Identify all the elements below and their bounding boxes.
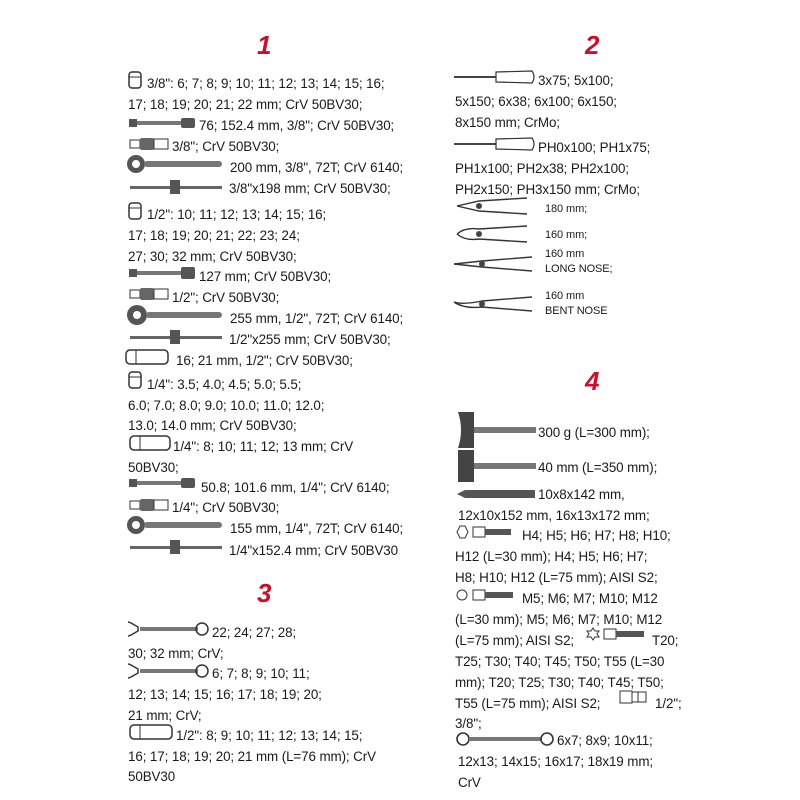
text-line: 17; 18; 19; 20; 21; 22; 23; 24;: [128, 228, 300, 243]
text-line: 50BV30;: [128, 460, 179, 475]
ratchet-icon: [126, 515, 226, 535]
text-line: 1/2"x255 mm; CrV 50BV30;: [229, 332, 391, 347]
text-line: 22; 24; 27; 28;: [212, 625, 297, 640]
text-line: 12x10x152 mm, 16x13x172 mm;: [458, 508, 650, 523]
text-line: 1/4": 3.5; 4.0; 4.5; 5.0; 5.5;: [147, 377, 302, 392]
text-line: LONG NOSE;: [545, 263, 613, 275]
text-line: PH2x150; PH3x150 mm; CrMo;: [455, 182, 640, 197]
hammer-icon: [454, 408, 538, 452]
text-line: 13.0; 14.0 mm; CrV 50BV30;: [128, 418, 297, 433]
text-line: BENT NOSE: [545, 305, 608, 317]
text-line: 16; 21 mm, 1/2"; CrV 50BV30;: [176, 353, 353, 368]
text-line: 6.0; 7.0; 8.0; 9.0; 10.0; 11.0; 12.0;: [128, 398, 325, 413]
extension-bar-icon: [128, 476, 198, 490]
text-line: PH1x100; PH2x38; PH2x100;: [455, 161, 629, 176]
section-number-1: 1: [257, 30, 272, 60]
t-bar-icon: [128, 538, 226, 556]
text-line: 3x75; 5x100;: [538, 73, 614, 88]
ring-wrench-icon: [455, 731, 555, 747]
text-line: mm); T20; T25; T30; T40; T45; T50;: [455, 675, 664, 690]
text-line: (L=75 mm); AISI S2;: [455, 633, 575, 648]
text-line: 3/8"; CrV 50BV30;: [172, 139, 280, 154]
text-line: 300 g (L=300 mm);: [538, 425, 650, 440]
text-line: 200 mm, 3/8", 72T; CrV 6140;: [230, 160, 404, 175]
text-line: 1/4"; CrV 50BV30;: [172, 500, 280, 515]
text-line: T20;: [652, 633, 679, 648]
text-line: 40 mm (L=350 mm);: [538, 460, 658, 475]
text-line: 12x13; 14x15; 16x17; 18x19 mm;: [458, 754, 654, 769]
text-line: 1/4"x152.4 mm; CrV 50BV30: [229, 543, 398, 558]
text-line: 17; 18; 19; 20; 21; 22 mm; CrV 50BV30;: [128, 97, 363, 112]
spark-plug-socket-icon: [124, 348, 172, 366]
ratchet-icon: [126, 304, 226, 326]
hex-bit-icon: [455, 524, 515, 540]
deep-socket-icon: [128, 434, 172, 452]
text-line: 160 mm: [545, 290, 585, 302]
bent-nose-pliers-icon: [452, 293, 536, 315]
section-number-2: 2: [585, 30, 600, 60]
t-bar-icon: [128, 178, 226, 196]
text-line: 3/8": 6; 7; 8; 9; 10; 11; 12; 13; 14; 15; 16;: [147, 76, 385, 91]
text-line: 8x150 mm; CrMo;: [455, 115, 560, 130]
text-line: CrV: [458, 775, 481, 790]
combination-wrench-icon: [128, 620, 210, 638]
universal-joint-icon: [128, 286, 172, 302]
universal-joint-icon: [128, 497, 172, 513]
side-cutter-pliers-icon: [455, 223, 531, 245]
text-line: 3/8"x198 mm; CrV 50BV30;: [229, 181, 391, 196]
bit-adapter-icon: [618, 689, 650, 705]
text-line: 155 mm, 1/4", 72T; CrV 6140;: [230, 521, 404, 536]
extension-bar-icon: [128, 116, 198, 130]
text-line: 160 mm;: [545, 229, 588, 241]
text-line: 3/8";: [455, 716, 482, 731]
text-line: 16; 17; 18; 19; 20; 21 mm (L=76 mm); CrV: [128, 749, 376, 764]
text-line: 6; 7; 8; 9; 10; 11;: [212, 666, 310, 681]
text-line: 180 mm;: [545, 203, 588, 215]
text-line: 1/4": 8; 10; 11; 12; 13 mm; CrV: [173, 439, 354, 454]
t-bar-icon: [128, 328, 226, 346]
text-line: H4; H5; H6; H7; H8; H10;: [522, 528, 671, 543]
combination-wrench-icon: [128, 662, 210, 680]
phillips-screwdriver-icon: [452, 135, 538, 153]
text-line: 27; 30; 32 mm; CrV 50BV30;: [128, 249, 297, 264]
text-line: 1/2"; CrV 50BV30;: [172, 290, 280, 305]
text-line: PH0x100; PH1x75;: [538, 140, 651, 155]
extension-bar-icon: [128, 265, 198, 281]
long-nose-pliers-icon: [452, 253, 536, 275]
text-line: T25; T30; T40; T45; T50; T55 (L=30: [455, 654, 665, 669]
text-line: 21 mm; CrV;: [128, 708, 202, 723]
chisel-icon: [455, 488, 537, 500]
socket-icon: [128, 71, 142, 89]
socket-icon: [128, 371, 142, 389]
text-line: 12; 13; 14; 15; 16; 17; 18; 19; 20;: [128, 687, 322, 702]
text-line: 1/2": 10; 11; 12; 13; 14; 15; 16;: [147, 207, 327, 222]
text-line: 127 mm; CrV 50BV30;: [199, 269, 332, 284]
text-line: 160 mm: [545, 248, 585, 260]
club-hammer-icon: [454, 448, 538, 484]
torx-bit-icon: [586, 626, 648, 642]
ratchet-icon: [126, 154, 226, 174]
deep-socket-icon: [128, 723, 174, 741]
spline-bit-icon: [455, 587, 517, 603]
text-line: 1/2";: [655, 696, 682, 711]
flat-screwdriver-icon: [452, 68, 538, 86]
text-line: 50.8; 101.6 mm, 1/4"; CrV 6140;: [201, 480, 390, 495]
universal-joint-icon: [128, 136, 172, 152]
text-line: 10x8x142 mm,: [538, 487, 625, 502]
section-number-4: 4: [585, 366, 600, 396]
combination-pliers-icon: [455, 195, 531, 217]
section-number-3: 3: [257, 578, 272, 608]
text-line: 76; 152.4 mm, 3/8"; CrV 50BV30;: [199, 118, 395, 133]
text-line: H8; H10; H12 (L=75 mm); AISI S2;: [455, 570, 658, 585]
socket-icon: [128, 202, 142, 220]
text-line: 255 mm, 1/2", 72T; CrV 6140;: [230, 311, 404, 326]
text-line: 5x150; 6x38; 6x100; 6x150;: [455, 94, 617, 109]
text-line: 1/2": 8; 9; 10; 11; 12; 13; 14; 15;: [176, 728, 363, 743]
text-line: T55 (L=75 mm); AISI S2;: [455, 696, 601, 711]
text-line: (L=30 mm); M5; M6; M7; M10; M12: [455, 612, 663, 627]
text-line: 30; 32 mm; CrV;: [128, 646, 224, 661]
text-line: M5; M6; M7; M10; M12: [522, 591, 658, 606]
text-line: H12 (L=30 mm); H4; H5; H6; H7;: [455, 549, 648, 564]
text-line: 50BV30: [128, 769, 176, 784]
text-line: 6x7; 8x9; 10x11;: [557, 733, 653, 748]
